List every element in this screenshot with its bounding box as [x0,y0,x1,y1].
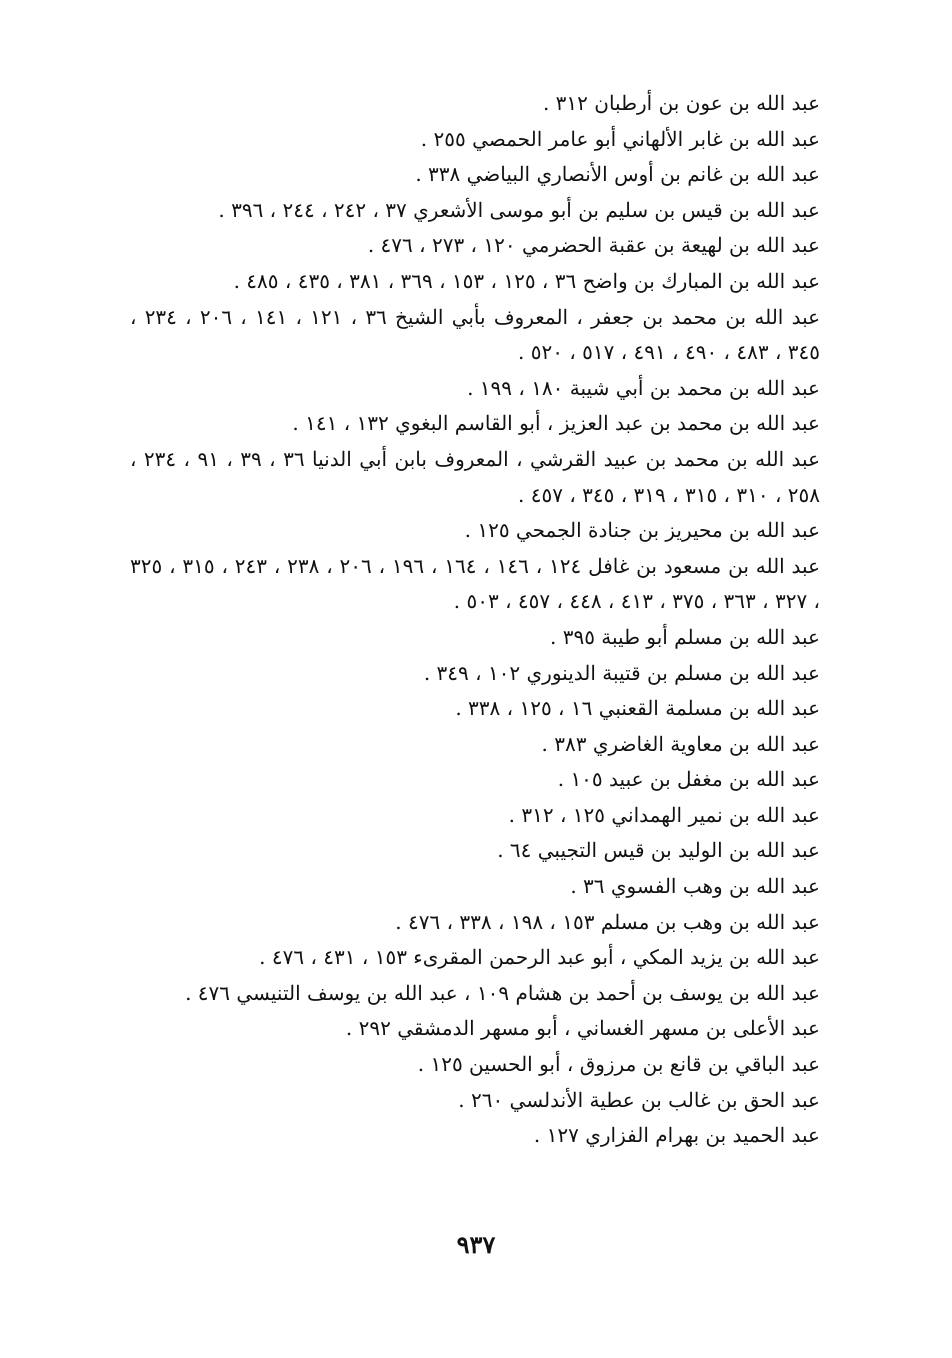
index-entry: عبد الحميد بن بهرام الفزاري ١٢٧ . [533,1123,820,1148]
index-entry: عبد الله بن مسلم بن قتيبة الدينوري ١٠٢ ، ٣٤٩ . [423,660,820,685]
index-entry: عبد الله بن يزيد المكي ، أبو عبد الرحمن المقرىء ١٥٣ ، ٤٣١ ، ٤٧٦ . [259,945,820,970]
index-entry: عبد الله بن الوليد بن قيس التجيبي ٦٤ . [497,838,820,863]
index-entry: عبد الله بن لهيعة بن عقبة الحضرمي ١٢٠ ، ٢٧٣ ، ٤٧٦ . [367,233,820,258]
index-entry: عبد الله بن عون بن أرطبان ٣١٢ . [542,91,820,115]
name-index-list [130,86,820,1154]
index-entry: عبد الله بن وهب الفسوي ٣٦ . [570,874,820,899]
index-entry: عبد الله بن مسلم أبو طيبة ٣٩٥ . [549,624,820,649]
index-entry: عبد الله بن يوسف بن أحمد بن هشام ١٠٩ ، عبد الله بن يوسف التنيسي ٤٧٦ . [185,980,820,1005]
index-entry: عبد الأعلى بن مسهر الغساني ، أبو مسهر الدمشقي ٢٩٢ . [345,1016,820,1041]
index-entry: عبد الله بن محمد بن عبد العزيز ، أبو القاسم البغوي ١٣٢ ، ١٤١ . [292,411,820,436]
index-entry: عبد الله بن وهب بن مسلم ١٥٣ ، ١٩٨ ، ٣٣٨ ، ٤٧٦ . [395,909,820,934]
index-entry: عبد الله بن قيس بن سليم بن أبو موسى الأشعري ٣٧ ، ٢٤٢ ، ٢٤٤ ، ٣٩٦ . [218,197,820,222]
index-entry: عبد الله بن غابر الألهاني أبو عامر الحمصي ٢٥٥ . [420,126,820,151]
index-entry: عبد الله بن غانم بن أوس الأنصاري البياضي ٣٣٨ . [415,162,820,187]
index-entry: عبد الله بن نمير الهمداني ١٢٥ ، ٣١٢ . [508,802,820,827]
index-entry: عبد الله بن معاوية الغاضري ٣٨٣ . [541,731,820,756]
index-entry: عبد الله بن مغفل بن عبيد ١٠٥ . [557,767,820,792]
index-entry: عبد الحق بن غالب بن عطية الأندلسي ٢٦٠ . [458,1087,820,1112]
index-entry: عبد الله بن محمد بن أبي شيبة ١٨٠ ، ١٩٩ . [467,375,820,400]
index-entry: عبد الباقي بن قانع بن مرزوق ، أبو الحسين ١٢٥ . [417,1052,820,1077]
index-entry: عبد الله بن المبارك بن واضح ٣٦ ، ١٢٥ ، ١٥٣ ، ٣٦٩ ، ٣٨١ ، ٤٣٥ ، ٤٨٥ . [233,268,820,293]
page-number: ٩٣٧ [456,1230,496,1259]
index-entry: عبد الله بن محمد بن جعفر ، المعروف بأبي الشيخ ٣٦ ، ١٢١ ، ١٤١ ، ٢٠٦ ، ٢٣٤ ، ٣٤٥ ، ٤٨٣ ، ٤٩٠ ، ٤٩١ ، ٥١٧ ، ٥٢٠ . [130,304,821,365]
index-entry: عبد الله بن مسعود بن غافل ١٢٤ ، ١٤٦ ، ١٦٤ ، ١٩٦ ، ٢٠٦ ، ٢٣٨ ، ٢٤٣ ، ٣١٥ ، ٣٢٥ ، ٣٢٧ ، ٣٦٣ ، ٣٧٥ ، ٤١٣ ، ٤٤٨ ، ٤٥٧ ، ٥٠٣ . [130,553,821,614]
index-entry: عبد الله بن محيريز بن جنادة الجمحي ١٢٥ . [464,518,820,543]
index-entry: عبد الله بن محمد بن عبيد القرشي ، المعروف بابن أبي الدنيا ٣٦ ، ٣٩ ، ٩١ ، ٢٣٤ ، ٢٥٨ ، ٣١٠ ، ٣١٥ ، ٣١٩ ، ٣٤٥ ، ٤٥٧ . [130,446,821,507]
index-entry: عبد الله بن مسلمة القعنبي ١٦ ، ١٢٥ ، ٣٣٨ . [455,696,820,721]
